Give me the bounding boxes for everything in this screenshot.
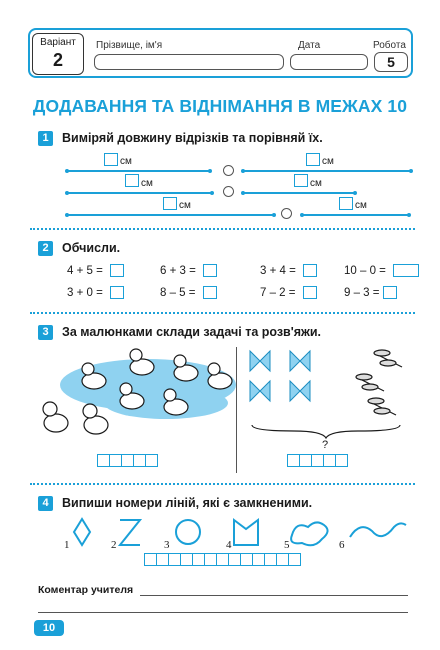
shape-number: 3 bbox=[164, 539, 170, 551]
duck-head bbox=[82, 363, 94, 375]
segment-end-dot bbox=[65, 169, 69, 173]
segment-line bbox=[243, 192, 355, 194]
answer-box[interactable] bbox=[303, 264, 317, 277]
unit-label: см bbox=[322, 156, 334, 167]
segment-end-dot bbox=[241, 191, 245, 195]
dragonfly-wing bbox=[368, 398, 384, 404]
compare-circle[interactable] bbox=[223, 165, 234, 176]
duck-body bbox=[174, 365, 198, 381]
answer-box[interactable] bbox=[303, 286, 317, 299]
name-label: Прізвище, ім'я bbox=[96, 40, 163, 51]
segment-end-dot bbox=[409, 169, 413, 173]
name-field[interactable] bbox=[94, 54, 284, 70]
segment-end-dot bbox=[353, 191, 357, 195]
unit-label: см bbox=[179, 200, 191, 211]
segment-line bbox=[302, 214, 409, 216]
segment-line bbox=[67, 170, 210, 172]
answer-box[interactable] bbox=[163, 197, 177, 210]
task4-text: Випиши номери ліній, які є замкненими. bbox=[62, 496, 313, 510]
duck-body bbox=[82, 373, 106, 389]
diamond-shape bbox=[74, 519, 90, 545]
duck-body bbox=[208, 373, 232, 389]
section-divider bbox=[30, 483, 415, 485]
expression: 8 – 5 = bbox=[160, 287, 196, 299]
header-frame bbox=[28, 28, 413, 78]
answer-cells[interactable] bbox=[287, 454, 347, 467]
comment-field[interactable] bbox=[38, 612, 408, 613]
comment-field[interactable] bbox=[140, 595, 408, 596]
segment-end-dot bbox=[272, 213, 276, 217]
butterfly-shape bbox=[290, 351, 310, 371]
dragonfly-wing bbox=[374, 408, 390, 414]
date-label: Дата bbox=[298, 40, 321, 51]
answer-box[interactable] bbox=[294, 174, 308, 187]
answer-box[interactable] bbox=[125, 174, 139, 187]
shape-number: 1 bbox=[64, 539, 70, 551]
duck-head bbox=[130, 349, 142, 361]
shape-number: 5 bbox=[284, 539, 290, 551]
segment-end-dot bbox=[65, 213, 69, 217]
expression: 9 – 3 = bbox=[344, 287, 380, 299]
dragonfly-wing bbox=[356, 374, 372, 380]
unit-label: см bbox=[310, 178, 322, 189]
answer-box[interactable] bbox=[306, 153, 320, 166]
date-field[interactable] bbox=[290, 54, 368, 70]
section-divider bbox=[30, 312, 415, 314]
question-mark: ? bbox=[322, 439, 329, 451]
ducks-picture bbox=[36, 345, 236, 445]
duck-head bbox=[83, 404, 97, 418]
segment-line bbox=[243, 170, 411, 172]
dragonfly-wing bbox=[362, 384, 378, 390]
page-number: 10 bbox=[34, 620, 64, 636]
section-divider bbox=[30, 228, 415, 230]
insects-picture bbox=[244, 343, 419, 443]
variant-number: 2 bbox=[52, 50, 63, 70]
expression: 10 – 0 = bbox=[344, 265, 386, 277]
duck-head bbox=[120, 383, 132, 395]
task3-number: 3 bbox=[38, 325, 53, 340]
segment-end-dot bbox=[300, 213, 304, 217]
picture-divider bbox=[236, 347, 237, 473]
answer-box[interactable] bbox=[104, 153, 118, 166]
segment-end-dot bbox=[208, 169, 212, 173]
expression: 3 + 0 = bbox=[67, 287, 103, 299]
butterfly-shape bbox=[290, 381, 310, 401]
shape-number: 4 bbox=[226, 539, 232, 551]
duck-head bbox=[174, 355, 186, 367]
duck-head bbox=[43, 402, 57, 416]
segment-line bbox=[67, 214, 274, 216]
expression: 7 – 2 = bbox=[260, 287, 296, 299]
task1-number: 1 bbox=[38, 131, 53, 146]
segment-end-dot bbox=[210, 191, 214, 195]
expression: 6 + 3 = bbox=[160, 265, 196, 277]
brace-shape bbox=[252, 425, 400, 438]
answer-box[interactable] bbox=[110, 286, 124, 299]
answer-box[interactable] bbox=[203, 264, 217, 277]
answer-box[interactable] bbox=[203, 286, 217, 299]
duck-body bbox=[84, 416, 108, 434]
answer-box[interactable] bbox=[110, 264, 124, 277]
zigzag-line bbox=[120, 520, 140, 545]
expression: 4 + 5 = bbox=[67, 265, 103, 277]
duck-head bbox=[208, 363, 220, 375]
duck-body bbox=[120, 393, 144, 409]
duck-body bbox=[130, 359, 154, 375]
answer-box[interactable] bbox=[383, 286, 397, 299]
wave-line bbox=[350, 523, 406, 537]
segment-end-dot bbox=[65, 191, 69, 195]
expression: 3 + 4 = bbox=[260, 265, 296, 277]
dragonfly-wing bbox=[374, 350, 390, 356]
variant-box bbox=[32, 33, 84, 75]
butterfly-shape bbox=[250, 351, 270, 371]
answer-box[interactable] bbox=[339, 197, 353, 210]
segment-end-dot bbox=[241, 169, 245, 173]
butterfly-shape bbox=[250, 381, 270, 401]
task3-text: За малюнками склади задачі та розв'яжи. bbox=[62, 325, 322, 339]
segment-end-dot bbox=[407, 213, 411, 217]
comment-label: Коментар учителя bbox=[38, 584, 134, 596]
duck-head bbox=[164, 389, 176, 401]
circle-shape bbox=[176, 520, 200, 544]
unit-label: см bbox=[120, 156, 132, 167]
task1-text: Виміряй довжину відрізків та порівняй їх. bbox=[62, 131, 323, 145]
compare-circle[interactable] bbox=[223, 186, 234, 197]
answer-box[interactable] bbox=[393, 264, 419, 277]
task2-number: 2 bbox=[38, 241, 53, 256]
unit-label: см bbox=[355, 200, 367, 211]
shape-number: 6 bbox=[339, 539, 345, 551]
segment-line bbox=[67, 192, 212, 194]
task2-text: Обчисли. bbox=[62, 241, 121, 255]
lines-picture bbox=[60, 515, 410, 550]
shape-number: 2 bbox=[111, 539, 117, 551]
work-label: Робота bbox=[373, 40, 406, 51]
compare-circle[interactable] bbox=[281, 208, 292, 219]
blob-shape bbox=[291, 522, 327, 545]
work-number: 5 bbox=[374, 52, 408, 72]
answer-cells[interactable] bbox=[144, 553, 300, 566]
answer-cells[interactable] bbox=[97, 454, 157, 467]
variant-label: Варіант bbox=[40, 37, 76, 48]
unit-label: см bbox=[141, 178, 153, 189]
pentagon-shape bbox=[234, 520, 258, 545]
dragonfly-wing bbox=[380, 360, 396, 366]
task4-number: 4 bbox=[38, 496, 53, 511]
duck-body bbox=[164, 399, 188, 415]
page-title: ДОДАВАННЯ ТА ВІДНІМАННЯ В МЕЖАХ 10 bbox=[32, 96, 408, 116]
duck-body bbox=[44, 414, 68, 432]
